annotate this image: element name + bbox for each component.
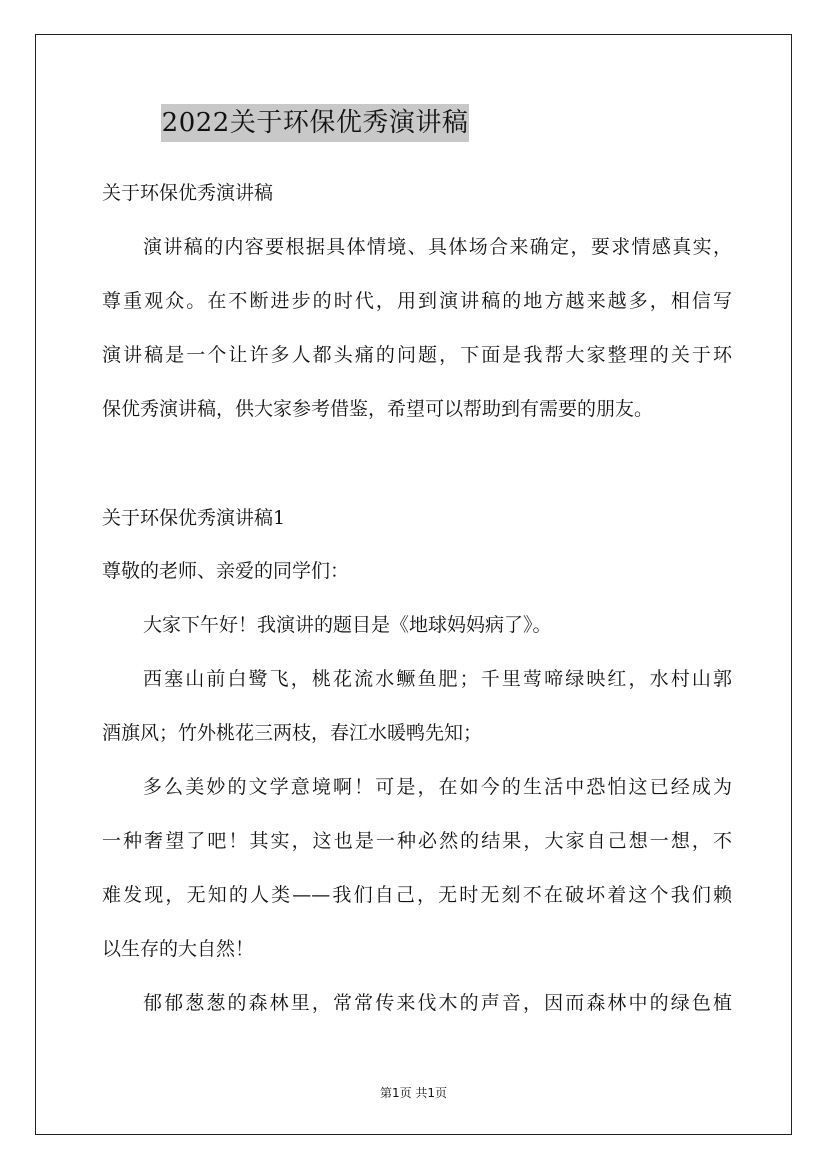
body-line-2: 西塞山前白鹭飞，桃花流水鳜鱼肥；千里莺啼绿映红，水村山郭	[143, 668, 732, 690]
salutation: 尊敬的老师、亲爱的同学们：	[102, 560, 350, 582]
document-title-container	[0, 104, 630, 142]
body-line-6: 难发现，无知的人类——我们自己，无时无刻不在破坏着这个我们赖	[102, 884, 732, 906]
intro-line-2: 尊重观众。在不断进步的时代，用到演讲稿的地方越来越多，相信写	[102, 290, 732, 312]
section-heading: 关于环保优秀演讲稿1	[102, 507, 286, 529]
document-title: 2022关于环保优秀演讲稿	[161, 104, 470, 142]
body-line-8: 郁郁葱葱的森林里，常常传来伐木的声音，因而森林中的绿色植	[143, 992, 732, 1014]
body-line-3: 酒旗风；竹外桃花三两枝，春江水暖鸭先知；	[102, 722, 483, 744]
page-footer: 第1页 共1页	[379, 1086, 448, 1100]
body-line-4: 多么美妙的文学意境啊！可是，在如今的生活中恐怕这已经成为	[143, 776, 732, 798]
intro-line-1: 演讲稿的内容要根据具体情境、具体场合来确定，要求情感真实，	[143, 236, 732, 258]
body-line-7: 以生存的大自然！	[102, 938, 255, 960]
body-line-5: 一种奢望了吧！其实，这也是一种必然的结果，大家自己想一想，不	[102, 830, 732, 852]
intro-line-4: 保优秀演讲稿，供大家参考借鉴，希望可以帮助到有需要的朋友。	[102, 398, 654, 420]
intro-line-3: 演讲稿是一个让许多人都头痛的问题，下面是我帮大家整理的关于环	[102, 344, 732, 366]
document-subtitle: 关于环保优秀演讲稿	[102, 182, 274, 204]
body-line-1: 大家下午好！我演讲的题目是《地球妈妈病了》。	[143, 614, 552, 636]
